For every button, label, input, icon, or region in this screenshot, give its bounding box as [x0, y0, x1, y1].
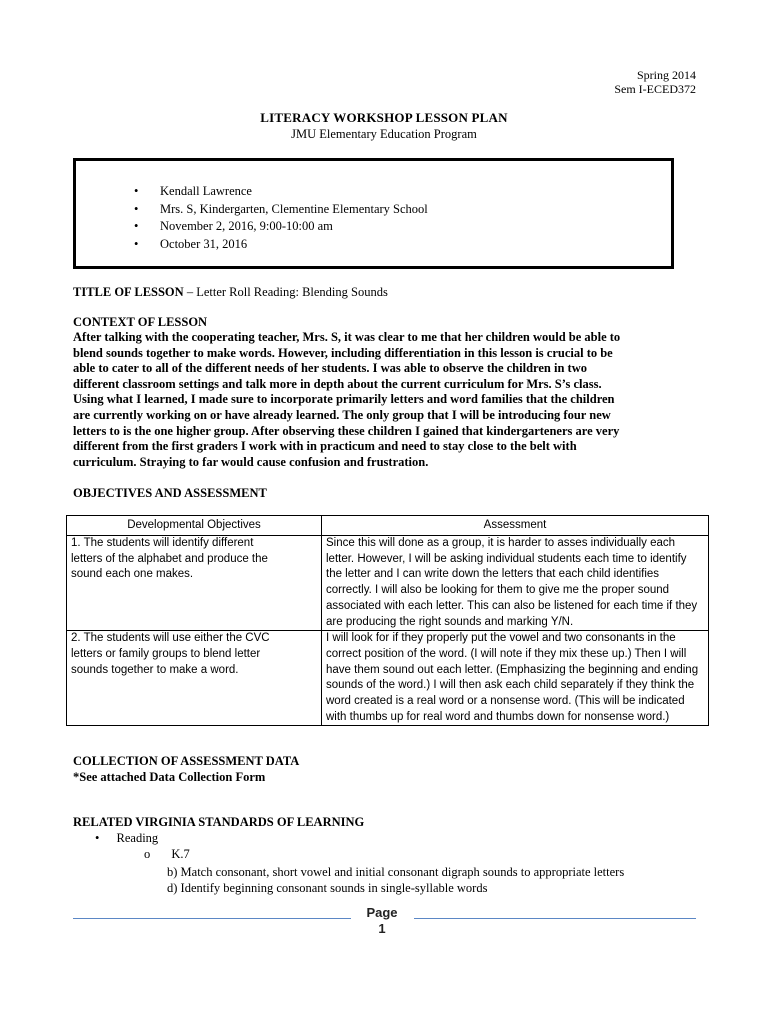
info-item: • Kendall Lawrence	[134, 184, 252, 198]
bullet-icon: •	[134, 219, 139, 233]
context-line: letters to is the one higher group. After observing these children I gained that kindergarteners are very	[73, 423, 620, 438]
column-header-assessment: Assessment	[322, 516, 709, 536]
context-line: curriculum. Straying to far would cause confusion and frustration.	[73, 454, 429, 469]
objectives-heading: OBJECTIVES AND ASSESSMENT	[73, 486, 267, 500]
footer-rule-right	[414, 918, 696, 919]
context-body	[73, 330, 703, 470]
context-line: are currently working on or have already learned. The only group that I will be introducing four new	[73, 407, 611, 422]
info-box	[73, 158, 674, 269]
column-header-objectives: Developmental Objectives	[67, 516, 322, 536]
circle-bullet-icon: o	[144, 847, 151, 861]
standards-items	[167, 864, 624, 896]
lesson-title	[73, 285, 388, 300]
table-row	[67, 536, 709, 631]
objective-cell: 1. The students will identify different letters of the alphabet and produce the sound each one makes.	[67, 536, 322, 631]
standards-subject	[95, 830, 158, 847]
standards-code	[144, 847, 190, 862]
table-row	[67, 631, 709, 726]
info-item: • November 2, 2016, 9:00-10:00 am	[134, 219, 333, 233]
standard-code: K.7	[171, 847, 190, 861]
standard-item: d) Identify beginning consonant sounds in single-syllable words	[167, 881, 488, 895]
standard-item: b) Match consonant, short vowel and initial consonant digraph sounds to appropriate letters	[167, 865, 625, 879]
assessment-cell: Since this will done as a group, it is harder to asses individually each letter. However, I will be asking individual students each time to identify the letter and I can write down the letters that each child identifies correctly. I will also be looking for them to give me the proper sound associated with each letter. This can also be listened for each time if they are producing the right sounds and marking Y/N.	[322, 536, 709, 631]
context-line: able to cater to all of the different needs of her students. I was able to observe the children in two	[73, 361, 587, 376]
subject-label: Reading	[116, 831, 159, 845]
bullet-icon: •	[134, 236, 139, 251]
collection-note: *See attached Data Collection Form	[73, 770, 266, 784]
lesson-title-value: Letter Roll Reading: Blending Sounds	[196, 285, 388, 299]
document-subtitle: JMU Elementary Education Program	[291, 127, 477, 141]
bullet-icon: •	[134, 184, 139, 198]
bullet-icon: •	[134, 201, 139, 216]
info-item: • October 31, 2016	[134, 236, 248, 251]
header-meta	[614, 68, 696, 96]
context-line: Using what I learned, I made sure to incorporate primarily letters and word families that the children	[73, 392, 615, 407]
bullet-icon: •	[95, 831, 100, 845]
info-list	[134, 183, 428, 253]
footer-rule-left	[73, 918, 351, 919]
lesson-title-separator: –	[183, 285, 197, 299]
context-line: different classroom settings and talk more in depth about the current curriculum for Mrs. S’s class.	[73, 376, 602, 391]
collection-heading: COLLECTION OF ASSESSMENT DATA	[73, 754, 300, 768]
assessment-cell: I will look for if they properly put the vowel and two consonants in the correct position of the word. (I will note if they mix these up.) Then I will have them sound out each letter. (Emphasizing the beginning and ending sounds of the word.) I will then ask each child separately if they think the word created is a real word or a nonsense word. (This will be indicated with thumbs up for real word and thumbs down for nonsense word.)	[322, 631, 709, 726]
context-heading: CONTEXT OF LESSON	[73, 315, 208, 329]
objectives-table	[66, 515, 709, 726]
table-header-row	[67, 516, 709, 536]
context-line: different from the first graders I work with in practicum and need to stay close to the belt with	[73, 439, 577, 454]
semester-label: Spring 2014	[636, 68, 696, 82]
info-item: • Mrs. S, Kindergarten, Clementine Elementary School	[134, 201, 428, 216]
course-code: Sem I-ECED372	[614, 82, 696, 96]
context-line: After talking with the cooperating teacher, Mrs. S, it was clear to me that her children would be able to	[73, 330, 621, 344]
lesson-title-label: TITLE OF LESSON	[73, 285, 184, 299]
page-number	[357, 905, 407, 937]
standards-heading: RELATED VIRGINIA STANDARDS OF LEARNING	[73, 815, 365, 829]
context-line: blend sounds together to make words. However, including differentiation in this lesson is crucial to be	[73, 345, 613, 360]
page-number-value: 1	[378, 921, 386, 936]
page-label: Page	[366, 905, 398, 920]
objective-cell: 2. The students will use either the CVC letters or family groups to blend letter sounds together to make a word.	[67, 631, 322, 726]
document-title: LITERACY WORKSHOP LESSON PLAN	[260, 110, 508, 125]
